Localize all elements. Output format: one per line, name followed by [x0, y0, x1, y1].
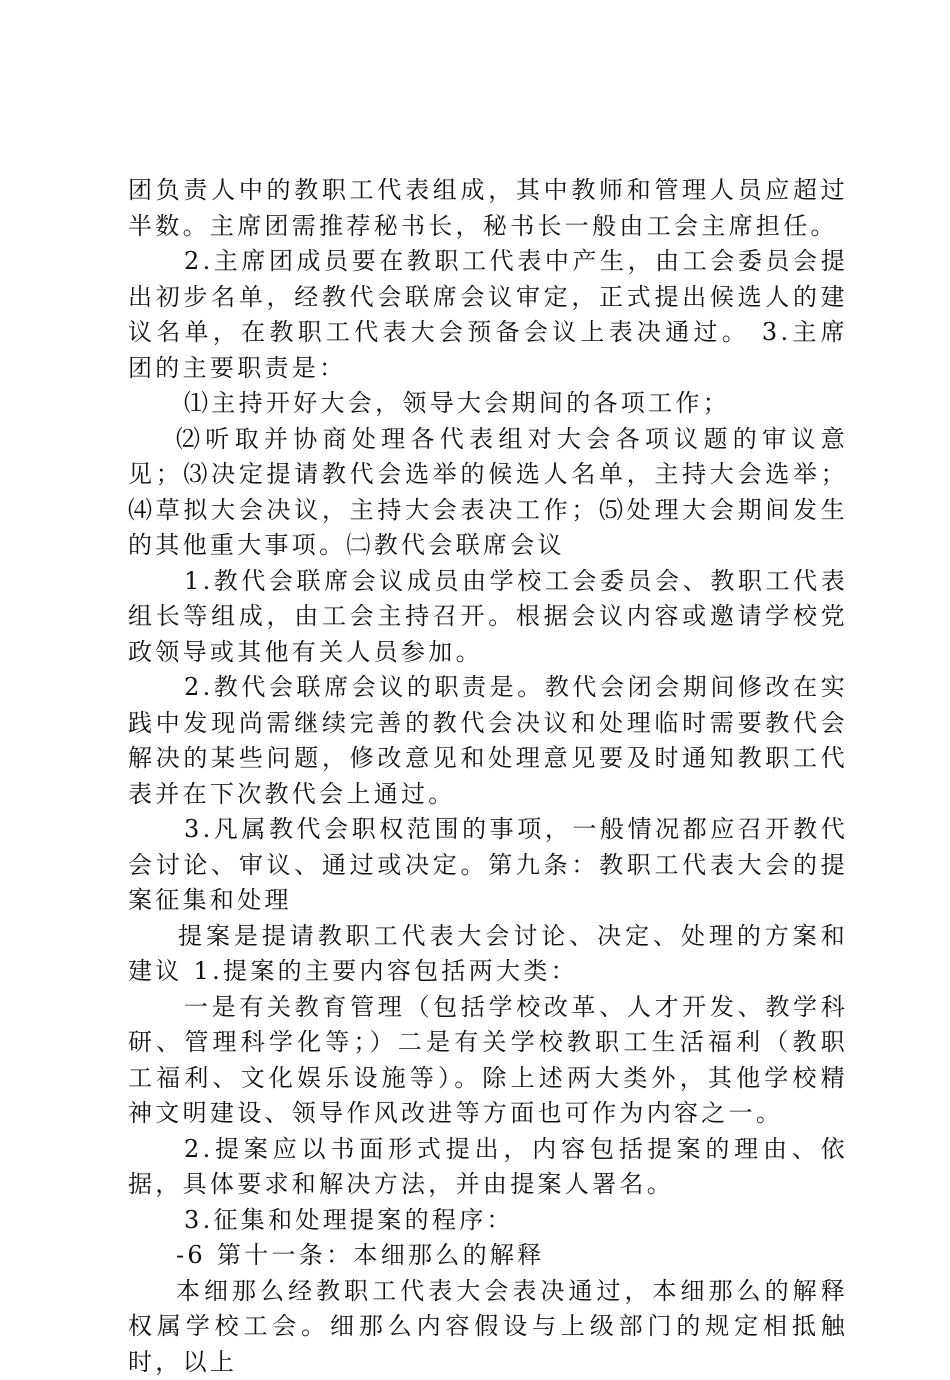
- paragraph-duty-1: ⑴主持开好大会，领导大会期间的各项工作；: [128, 386, 848, 422]
- paragraph-proposal-content: 一是有关教育管理（包括学校改革、人才开发、教学科研、管理科学化等；）二是有关学校教职工生活福利（教职工福利、文化娱乐设施等）。除上述两大类外，其他学校精神文明建设、领导作风改进等方面也可作为内容之一。: [128, 990, 848, 1132]
- paragraph-proposal-procedure: 3.征集和处理提案的程序：: [128, 1203, 848, 1239]
- paragraph-article-9: 3.凡属教代会职权范围的事项，一般情况都应召开教代会讨论、审议、通过或决定。第九条：教职工代表大会的提案征集和处理: [128, 812, 848, 919]
- paragraph-continuation: 团负责人中的教职工代表组成，其中教师和管理人员应超过半数。主席团需推荐秘书长，秘书长一般由工会主席担任。: [128, 173, 848, 244]
- document-body: [128, 173, 848, 1380]
- paragraph-joint-meeting-duties: 2.教代会联席会议的职责是。教代会闭会期间修改在实践中发现尚需继续完善的教代会决议和处理临时需要教代会解决的某些问题，修改意见和处理意见要及时通知教职工代表并在下次教代会上通过。: [128, 670, 848, 812]
- paragraph-proposal-definition: 提案是提请教职工代表大会讨论、决定、处理的方案和建议 1.提案的主要内容包括两大类：: [128, 919, 848, 990]
- paragraph-proposal-form: 2.提案应以书面形式提出，内容包括提案的理由、依据，具体要求和解决方法，并由提案人署名。: [128, 1132, 848, 1203]
- paragraph-joint-meeting-members: 1.教代会联席会议成员由学校工会委员会、教职工代表组长等组成，由工会主持召开。根据会议内容或邀请学校党政领导或其他有关人员参加。: [128, 564, 848, 671]
- paragraph-duty-2-5: ⑵听取并协商处理各代表组对大会各项议题的审议意见；⑶决定提请教代会选举的候选人名单，主持大会选举；⑷草拟大会决议，主持大会表决工作；⑸处理大会期间发生的其他重大事项。㈡教代会联席会议: [128, 422, 848, 564]
- paragraph-interpretation: 本细那么经教职工代表大会表决通过，本细那么的解释权属学校工会。细那么内容假设与上级部门的规定相抵触时，以上: [128, 1274, 848, 1380]
- paragraph-article-11: -6 第十一条：本细那么的解释: [128, 1238, 848, 1274]
- paragraph-presidium-members: 2.主席团成员要在教职工代表中产生，由工会委员会提出初步名单，经教代会联席会议审定，正式提出候选人的建议名单，在教职工代表大会预备会议上表决通过。 3.主席团的主要职责是：: [128, 244, 848, 386]
